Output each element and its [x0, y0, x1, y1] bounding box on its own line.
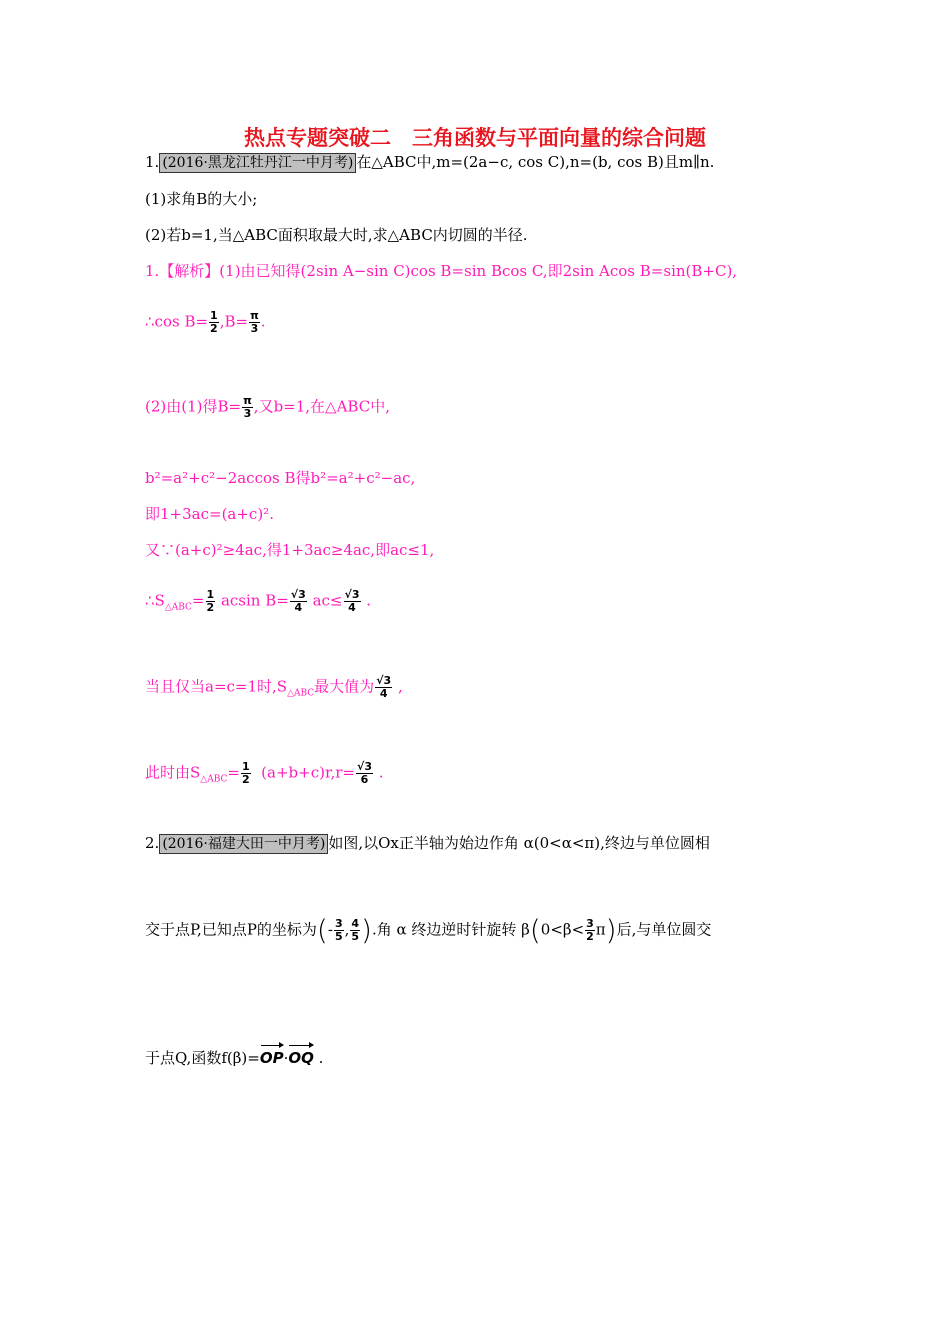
- question-2-line-2: 交于点P,已知点P的坐标为(- $\frac{3}{5}$ , $\frac{4}{5}$ ).角 α 终边逆时针旋转 β(0<β< $\frac{3}{2}$ π)后,与单位圆交: [145, 913, 712, 947]
- fraction-sqrt3-over-4: $\frac{√3}{4}$: [344, 588, 360, 614]
- solution-line-6: 又∵(a+c)²≥4ac,得1+3ac≥4ac,即ac≤1,: [145, 541, 435, 559]
- solution-line-4: b²=a²+c²−2accos B得b²=a²+c²−ac,: [145, 469, 416, 487]
- solution-line-8: 当且仅当a=c=1时$,S_{\triangle ABC}$最大值为 $\frac{√3}{4}$ ,: [145, 674, 403, 700]
- page-title: 热点专题突破二 三角函数与平面向量的综合问题: [244, 126, 706, 150]
- vector-oq: OQ: [288, 1044, 314, 1068]
- solution-line-3: (2)由(1)得B= $\frac{\pi}{3}$ ,又b=1,在△ABC中,: [145, 394, 390, 420]
- fraction-sqrt3-over-4: $\frac{√3}{4}$: [376, 674, 392, 700]
- source-tag: (2016·黑龙江牡丹江一中月考): [159, 153, 356, 173]
- fraction-one-half: $\frac{1}{2}$: [241, 760, 250, 786]
- question-number: 1.: [145, 153, 160, 171]
- question-1-part-2: (2)若b=1,当△ABC面积取最大时,求△ABC内切圆的半径.: [145, 226, 528, 244]
- fraction-sqrt3-over-4: $\frac{√3}{4}$: [290, 588, 306, 614]
- question-text: 在△ABC中,m=(2a−c, cos C),n=(b, cos B)且m∥n.: [356, 153, 715, 171]
- question-number: 2.: [145, 834, 160, 852]
- fraction-pi-third: $\frac{\pi}{3}$: [243, 394, 252, 420]
- solution-line-7: $\therefore S_{\triangle ABC}=$ $\frac{1}{2}$ acsin B= $\frac{√3}{4}$ ac≤ $\frac{√3}{4}$ .: [145, 588, 372, 614]
- question-1-stem: [145, 152, 714, 173]
- source-tag: (2016·福建大田一中月考): [159, 834, 328, 854]
- solution-line-9: 此时由$S_{\triangle ABC}=$ $\frac{1}{2}$ (a+b+c)r,r= $\frac{√3}{6}$ .: [145, 760, 384, 786]
- fraction-three-fifths: $\frac{3}{5}$: [334, 917, 343, 943]
- fraction-four-fifths: $\frac{4}{5}$: [351, 917, 360, 943]
- fraction-three-halves: $\frac{3}{2}$: [586, 917, 594, 943]
- fraction-pi-third: $\frac{\pi}{3}$: [250, 309, 259, 335]
- solution-line-1: 1.【解析】(1)由已知得(2sin A−sin C)cos B=sin Bcos C,即2sin Acos B=sin(B+C),: [145, 262, 738, 280]
- solution-line-5: 即1+3ac=(a+c)².: [145, 505, 274, 523]
- fraction-one-half: $\frac{1}{2}$: [206, 588, 215, 614]
- solution-line-2: ∴cos B= $\frac{1}{2}$ ,B= $\frac{\pi}{3}$ .: [145, 309, 266, 335]
- question-2-line-3: 于点Q,函数f(β)=OP·OQ .: [145, 1044, 323, 1068]
- fraction-sqrt3-over-6: $\frac{√3}{6}$: [356, 760, 372, 786]
- question-2-line-1: 2. (2016·福建大田一中月考) 如图,以Ox正半轴为始边作角 α(0<α<π),终边与单位圆相: [145, 834, 710, 852]
- question-1-part-1: (1)求角B的大小;: [145, 190, 258, 208]
- fraction-one-half: $\frac{1}{2}$: [210, 309, 218, 335]
- vector-op: OP: [260, 1044, 284, 1068]
